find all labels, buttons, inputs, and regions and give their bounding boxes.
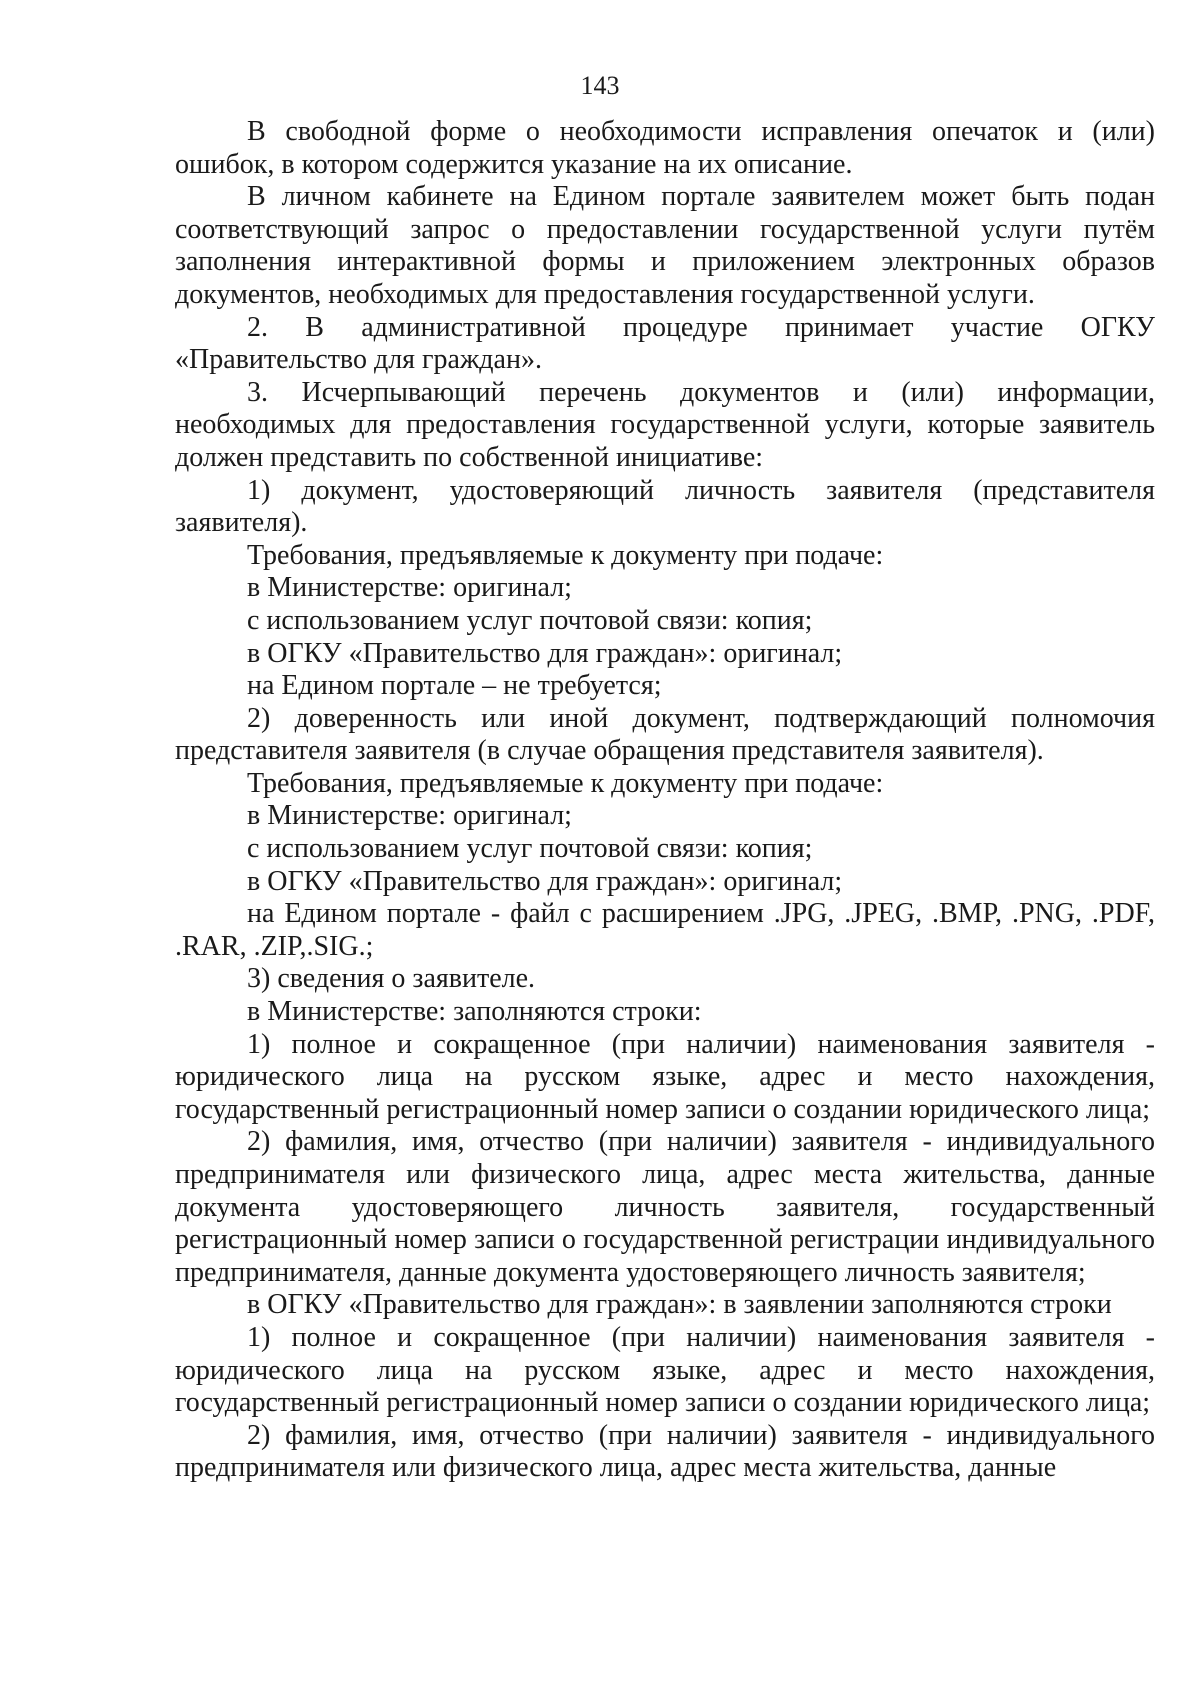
requirement-postal: с использованием услуг почтовой связи: копия; xyxy=(247,833,813,865)
ministry-fields-heading: в Министерстве: заполняются строки: xyxy=(247,996,702,1028)
requirement-postal: с использованием услуг почтовой связи: копия; xyxy=(247,604,813,636)
list-item-power-of-attorney: 2) доверенность или иной документ, подтверждающий полномочия представителя заявителя (в случае обращения представителя заявителя). xyxy=(175,702,1155,767)
requirement-ministry: в Министерстве: оригинал; xyxy=(247,800,572,832)
requirement-portal: на Едином портале – не требуется; xyxy=(247,670,662,702)
requirement-ogku: в ОГКУ «Правительство для граждан»: оригинал; xyxy=(247,637,843,669)
ogku-fields-heading: в ОГКУ «Правительство для граждан»: в заявлении заполняются строки xyxy=(247,1289,1112,1321)
paragraph-free-form: В свободной форме о необходимости исправления опечаток и (или) ошибок, в котором содержится указание на их описание. xyxy=(175,116,1155,180)
page-number: 143 xyxy=(580,71,620,100)
requirement-ministry: в Министерстве: оригинал; xyxy=(247,572,572,604)
field-legal-entity: 1) полное и сокращенное (при наличии) наименования заявителя - юридического лица на русском языке, адрес и место нахождения, государственный регистрационный номер записи о создании юридического лица; xyxy=(175,1321,1155,1419)
paragraph-item-2-participant: 2. В административной процедуре принимает участие ОГКУ «Правительство для граждан». xyxy=(175,311,1155,376)
paragraph-personal-cabinet: В личном кабинете на Едином портале заявителем может быть подан соответствующий запрос о предоставлении государственной услуги путём заполнения интерактивной формы и приложением электронных образов документов, необходимых для предоставления государственной услуги. xyxy=(175,181,1155,310)
list-item-applicant-info: 3) сведения о заявителе. xyxy=(247,963,536,995)
paragraph-item-3-document-list: 3. Исчерпывающий перечень документов и (или) информации, необходимых для предоставления государственной услуги, которые заявитель должен представить по собственной инициативе: xyxy=(175,376,1155,473)
requirements-heading: Требования, предъявляемые к документу при подаче: xyxy=(247,539,884,571)
list-item-identity-document: 1) документ, удостоверяющий личность заявителя (представителя заявителя). xyxy=(175,474,1155,539)
requirements-heading: Требования, предъявляемые к документу при подаче: xyxy=(247,767,884,799)
requirement-ogku: в ОГКУ «Правительство для граждан»: оригинал; xyxy=(247,865,843,897)
document-body xyxy=(175,116,1155,1485)
field-individual-continued: 2) фамилия, имя, отчество (при наличии) заявителя - индивидуального предпринимателя или физического лица, адрес места жительства, данные xyxy=(175,1419,1155,1484)
field-legal-entity: 1) полное и сокращенное (при наличии) наименования заявителя - юридического лица на русском языке, адрес и место нахождения, государственный регистрационный номер записи о создании юридического лица; xyxy=(175,1028,1155,1125)
field-individual: 2) фамилия, имя, отчество (при наличии) заявителя - индивидуального предпринимателя или физического лица, адрес места жительства, данные документа удостоверяющего личность заявителя, государственный регистрационный номер записи о государственной регистрации индивидуального предпринимателя, данные документа удостоверяющего личность заявителя; xyxy=(175,1126,1155,1288)
requirement-portal-file-formats: на Едином портале - файл с расширением .JPG, .JPEG, .BMP, .PNG, .PDF, .RAR, .ZIP,.SIG.; xyxy=(175,898,1155,962)
